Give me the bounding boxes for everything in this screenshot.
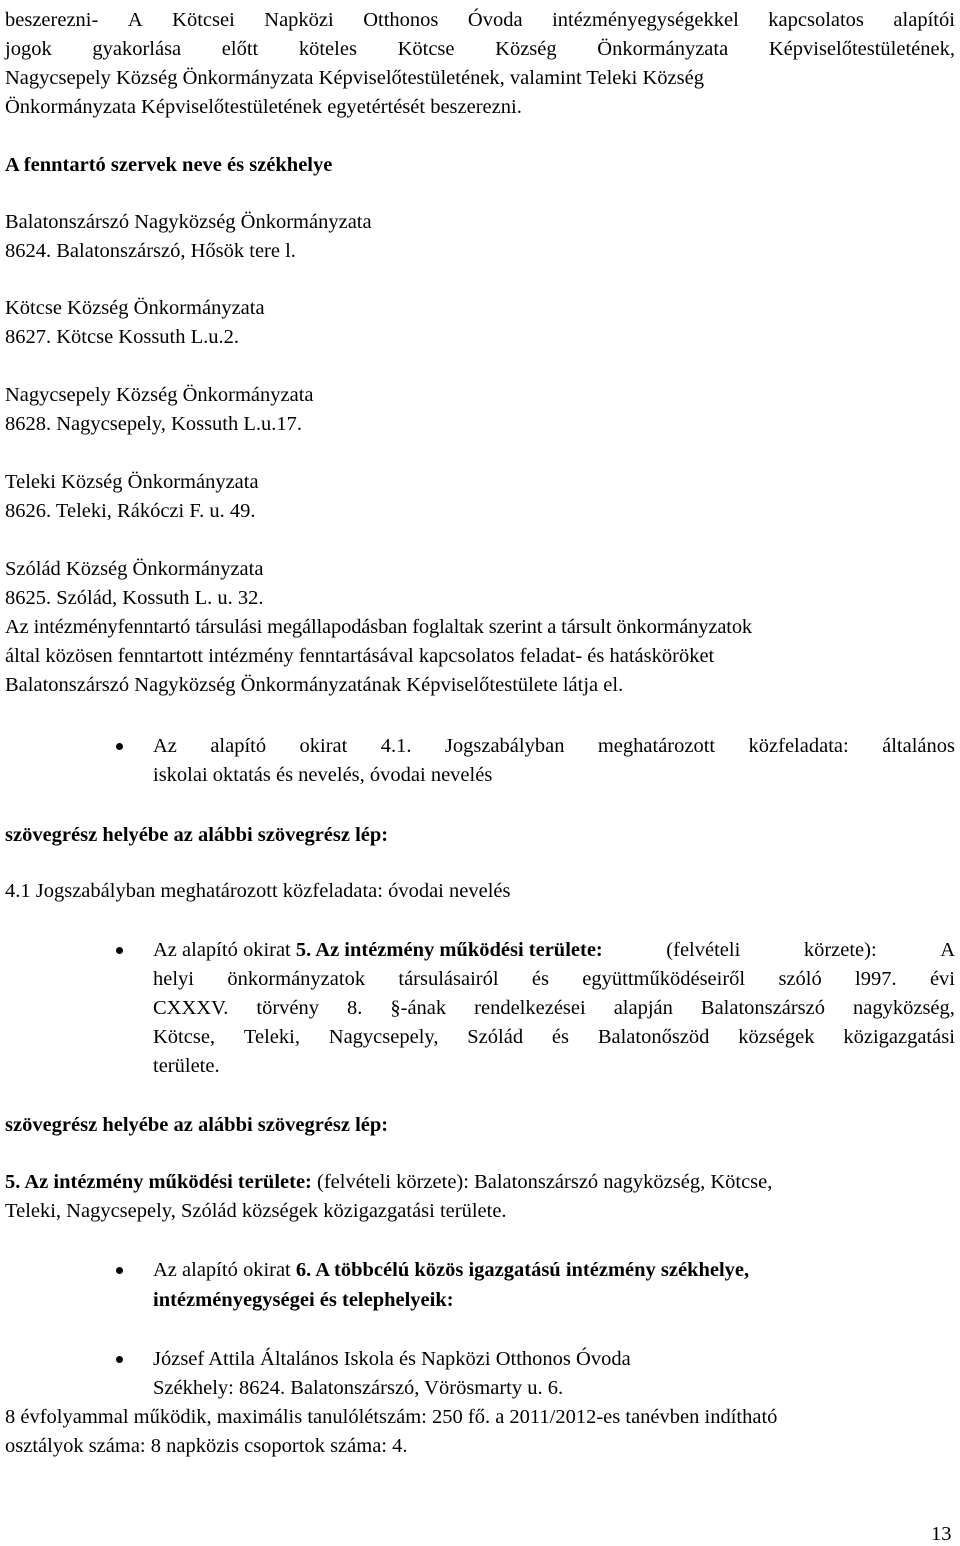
bullet1-line-2: iskolai oktatás és nevelés, óvodai nevelés bbox=[153, 764, 493, 786]
bold-text: 5. Az intézmény működési területe: bbox=[295, 939, 603, 961]
word: kapcsolatos bbox=[768, 9, 864, 31]
agreement-line-2: által közösen fenntartott intézmény fenntartásával kapcsolatos feladat- és hatásköröket bbox=[5, 645, 715, 667]
word: törvény bbox=[256, 997, 319, 1019]
word: és bbox=[551, 1026, 569, 1048]
plain-text: (felvételi körzete): Balatonszárszó nagyközség, Kötcse, bbox=[317, 1171, 773, 1193]
word: alapján bbox=[613, 997, 673, 1019]
word: helyi bbox=[153, 968, 194, 990]
entity-name: Szólád Község Önkormányzata bbox=[5, 558, 264, 580]
word: társulásairól bbox=[398, 968, 499, 990]
word: Kötcse bbox=[397, 38, 455, 60]
word: körzete): bbox=[803, 939, 877, 961]
word: alapító bbox=[210, 735, 267, 757]
word: Község bbox=[495, 38, 557, 60]
word: Balatonszárszó bbox=[700, 997, 825, 1019]
agreement-line-3: Balatonszárszó Nagyközség Önkormányzatának Képviselőtestülete látja el. bbox=[5, 674, 624, 696]
entity-address: 8624. Balatonszárszó, Hősök tere l. bbox=[5, 240, 296, 262]
bullet1-line-1 bbox=[153, 734, 955, 758]
capacity-line-1: 8 évfolyammal működik, maximális tanulólétszám: 250 fő. a 2011/2012-es tanévben indítható bbox=[5, 1406, 778, 1428]
bullet-icon bbox=[116, 1267, 123, 1274]
word: és bbox=[531, 968, 549, 990]
word: közigazgatási bbox=[843, 1026, 955, 1048]
intro-line-3: Nagycsepely Község Önkormányzata Képviselőtestületének, valamint Teleki Község bbox=[5, 67, 704, 89]
bullet4-line-2: Székhely: 8624. Balatonszárszó, Vörösmarty u. 6. bbox=[153, 1377, 564, 1399]
word: községek bbox=[738, 1026, 815, 1048]
entity-name: Kötcse Község Önkormányzata bbox=[5, 297, 265, 319]
word: közfeladata: bbox=[748, 735, 849, 757]
replace-heading: szövegrész helyébe az alábbi szövegrész lép: bbox=[5, 824, 389, 846]
word: Nagycsepely, bbox=[328, 1026, 439, 1048]
bullet2-line-1 bbox=[153, 938, 955, 962]
entity-address: 8627. Kötcse Kossuth L.u.2. bbox=[5, 326, 240, 348]
bullet-icon bbox=[116, 743, 123, 750]
word: l997. bbox=[855, 968, 897, 990]
word: alapítói bbox=[893, 9, 955, 31]
word: 4.1. bbox=[380, 735, 412, 757]
bullet2-line-2 bbox=[153, 967, 955, 991]
replacement-5-line-2: Teleki, Nagycsepely, Szólád községek közigazgatási területe. bbox=[5, 1200, 507, 1222]
word: Önkormányzata bbox=[597, 38, 729, 60]
word: köteles bbox=[298, 38, 357, 60]
word: intézményegységekkel bbox=[552, 9, 739, 31]
intro-line-2 bbox=[5, 37, 955, 61]
replace-heading: szövegrész helyébe az alábbi szövegrész lép: bbox=[5, 1114, 389, 1136]
word: Teleki, bbox=[243, 1026, 300, 1048]
capacity-line-2: osztályok száma: 8 napközis csoportok száma: 4. bbox=[5, 1435, 408, 1457]
word: A bbox=[127, 9, 143, 31]
entity-address: 8628. Nagycsepely, Kossuth L.u.17. bbox=[5, 413, 303, 435]
bullet2-line-4 bbox=[153, 1025, 955, 1049]
word: Kötcse, bbox=[153, 1026, 216, 1048]
word: előtt bbox=[221, 38, 259, 60]
agreement-line-1: Az intézményfenntartó társulási megállapodásban foglaltak szerint a társult önkormányzatok bbox=[5, 616, 753, 638]
word: Óvoda bbox=[467, 9, 523, 31]
word: általános bbox=[882, 735, 955, 757]
bullet2-lead bbox=[153, 938, 603, 962]
word: Jogszabályban bbox=[444, 735, 565, 757]
word: Otthonos bbox=[363, 9, 439, 31]
word: Balatonőszöd bbox=[597, 1026, 710, 1048]
word: Képviselőtestületének, bbox=[768, 38, 955, 60]
word: 8. bbox=[347, 997, 363, 1019]
word: meghatározott bbox=[597, 735, 716, 757]
word: gyakorlása bbox=[92, 38, 182, 60]
section-heading: A fenntartó szervek neve és székhelye bbox=[5, 154, 333, 176]
bold-text: 6. A többcélú közös igazgatású intézmény székhelye, bbox=[295, 1259, 750, 1281]
bold-text: 5. Az intézmény működési területe: bbox=[5, 1171, 312, 1193]
word: jogok bbox=[5, 38, 52, 60]
replacement-5-line-1 bbox=[5, 1170, 772, 1194]
word: okirat bbox=[299, 735, 348, 757]
bullet2-line-5: területe. bbox=[153, 1055, 220, 1077]
word: nagyközség, bbox=[853, 997, 955, 1019]
entity-name: Balatonszárszó Nagyközség Önkormányzata bbox=[5, 211, 372, 233]
intro-line-4: Önkormányzata Képviselőtestületének egyetértését beszerezni. bbox=[5, 96, 522, 118]
word: Az bbox=[153, 735, 177, 757]
word: rendelkezései bbox=[474, 997, 586, 1019]
word: A bbox=[940, 939, 955, 961]
word: önkormányzatok bbox=[227, 968, 366, 990]
word: beszerezni- bbox=[5, 9, 99, 31]
word: Napközi bbox=[264, 9, 334, 31]
entity-address: 8625. Szólád, Kossuth L. u. 32. bbox=[5, 587, 264, 609]
word: Szólád bbox=[467, 1026, 524, 1048]
bullet2-line-3 bbox=[153, 996, 955, 1020]
entity-name: Nagycsepely Község Önkormányzata bbox=[5, 384, 314, 406]
word: szóló bbox=[778, 968, 822, 990]
word: Kötcsei bbox=[172, 9, 235, 31]
entity-name: Teleki Község Önkormányzata bbox=[5, 471, 259, 493]
bullet3-line-2: intézményegységei és telephelyeik: bbox=[153, 1289, 454, 1311]
plain-text: Az alapító okirat bbox=[153, 939, 291, 961]
word: együttműködéseiről bbox=[582, 968, 746, 990]
bullet-icon bbox=[116, 947, 123, 954]
entity-address: 8626. Teleki, Rákóczi F. u. 49. bbox=[5, 500, 256, 522]
bullet-icon bbox=[116, 1356, 123, 1363]
word: (felvételi bbox=[666, 939, 741, 961]
replacement-4-1: 4.1 Jogszabályban meghatározott közfeladata: óvodai nevelés bbox=[5, 880, 511, 902]
word: §-ának bbox=[390, 997, 447, 1019]
plain-text: Az alapító okirat bbox=[153, 1259, 291, 1281]
word: évi bbox=[929, 968, 955, 990]
word: CXXXV. bbox=[153, 997, 229, 1019]
bullet4-line-1: József Attila Általános Iskola és Napközi Otthonos Óvoda bbox=[153, 1348, 631, 1370]
page-number: 13 bbox=[931, 1523, 952, 1545]
bullet3-line-1 bbox=[153, 1258, 749, 1282]
intro-line-1 bbox=[5, 8, 955, 32]
